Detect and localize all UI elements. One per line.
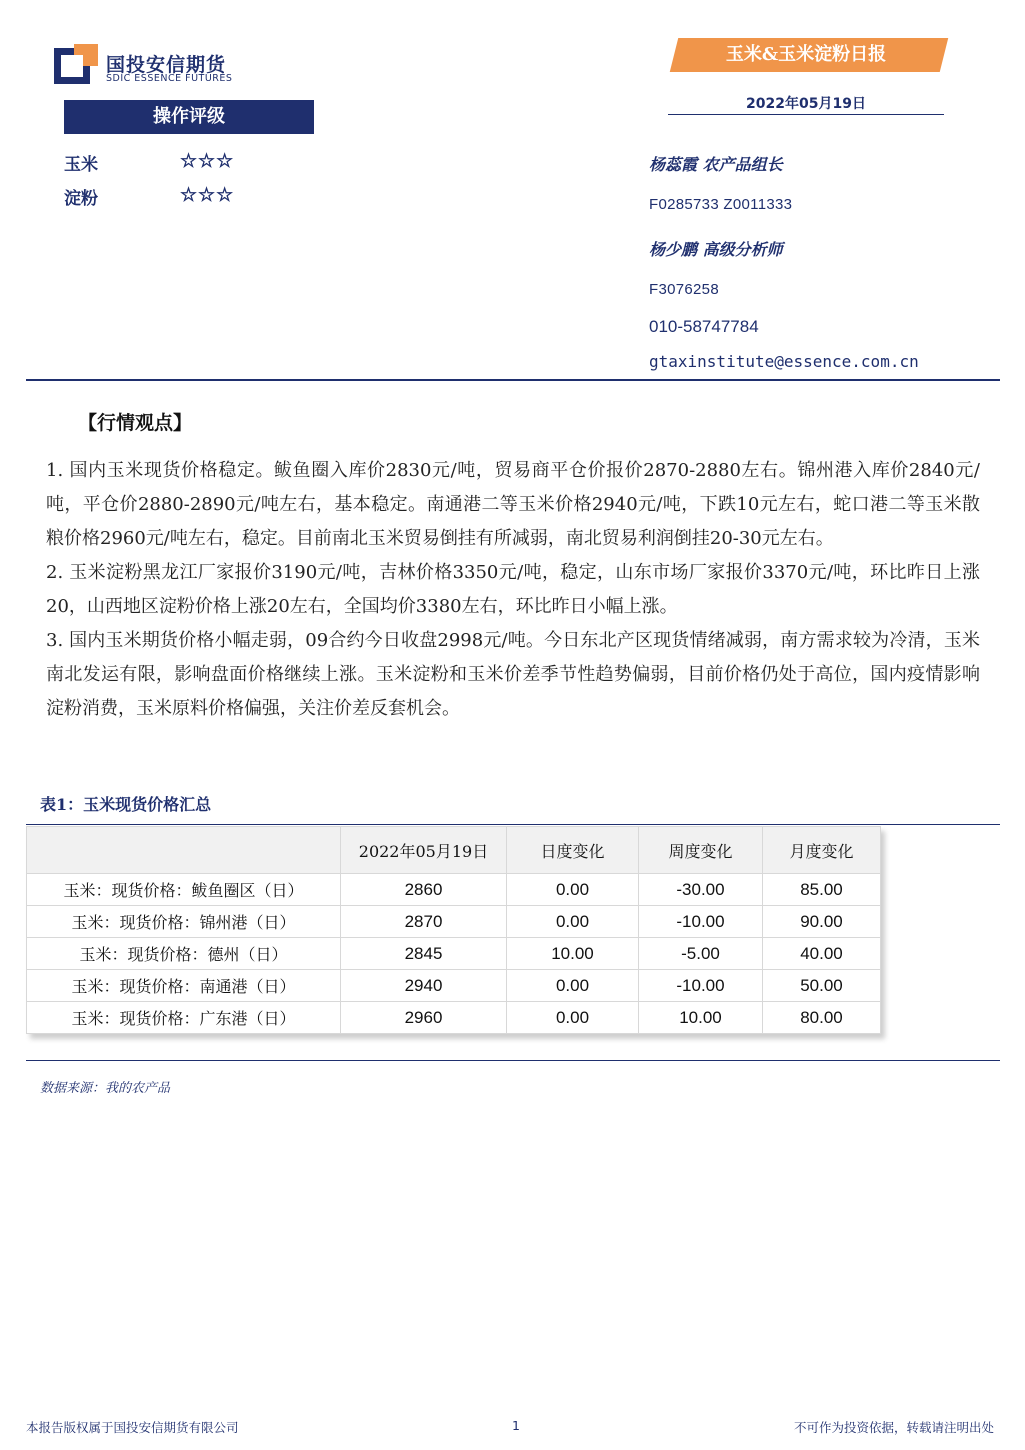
table-cell: 2960	[341, 1002, 507, 1034]
analyst-2-id: F3076258	[649, 281, 719, 298]
table-row	[27, 906, 881, 938]
table-title: 表1：玉米现货价格汇总	[40, 795, 212, 814]
table-row-label: 玉米：现货价格：鲅鱼圈区（日）	[27, 874, 341, 906]
table-row	[27, 938, 881, 970]
table-cell: 40.00	[763, 938, 881, 970]
header-divider	[26, 379, 1000, 381]
table-header-row	[27, 827, 881, 874]
table-header-cell: 日度变化	[507, 827, 639, 874]
table-row	[27, 1002, 881, 1034]
table-row	[27, 874, 881, 906]
table-bottom-divider	[26, 1060, 1000, 1061]
table-cell: 2860	[341, 874, 507, 906]
report-title: 玉米&玉米淀粉日报	[725, 44, 887, 65]
table-row-label: 玉米：现货价格：德州（日）	[27, 938, 341, 970]
data-source: 数据来源：我的农产品	[40, 1081, 171, 1096]
table-cell: -5.00	[639, 938, 763, 970]
table-header-cell	[27, 827, 341, 874]
table-cell: 10.00	[507, 938, 639, 970]
footer-copyright: 本报告版权属于国投安信期货有限公司	[26, 1420, 239, 1435]
rating-row-starch	[64, 184, 324, 214]
brand-name-en: SDIC ESSENCE FUTURES	[106, 73, 233, 84]
report-title-banner	[668, 38, 944, 72]
footer-disclaimer: 不可作为投资依据，转载请注明出处	[793, 1420, 994, 1435]
table-row	[27, 970, 881, 1002]
table-cell: -30.00	[639, 874, 763, 906]
table-cell: -10.00	[639, 906, 763, 938]
rating-label: 淀粉	[64, 189, 98, 209]
table-row-label: 玉米：现货价格：广东港（日）	[27, 1002, 341, 1034]
market-view-paragraph: 2. 玉米淀粉黑龙江厂家报价3190元/吨，吉林价格3350元/吨，稳定，山东市场厂家报价3370元/吨，环比昨日上涨20，山西地区淀粉价格上涨20左右，全国均价3380左右，环比昨日小幅上涨。	[46, 562, 980, 617]
analyst-1-name: 杨蕊霞 农产品组长	[649, 155, 783, 174]
contact-email[interactable]: gtaxinstitute@essence.com.cn	[649, 352, 919, 371]
brand-logo-icon	[54, 44, 98, 84]
rating-header: 操作评级	[64, 100, 314, 134]
rating-stars-icon: ☆☆☆	[180, 184, 235, 206]
table-cell: 80.00	[763, 1002, 881, 1034]
table-cell: 2940	[341, 970, 507, 1002]
analyst-2-name: 杨少鹏 高级分析师	[649, 240, 783, 259]
table-top-divider	[26, 824, 1000, 825]
report-date: 2022年05月19日	[746, 96, 866, 112]
spot-price-table	[26, 826, 881, 1034]
page-number: 1	[512, 1418, 520, 1433]
market-view-paragraph: 1. 国内玉米现货价格稳定。鲅鱼圈入库价2830元/吨，贸易商平仓价报价2870-2880左右。锦州港入库价2840元/吨，平仓价2880-2890元/吨左右，基本稳定。南通港二等玉米价格2940元/吨，下跌10元左右，蛇口港二等玉米散粮价格2960元/吨左右，稳定。目前南北玉米贸易倒挂有所减弱，南北贸易利润倒挂20-30元左右。	[46, 460, 980, 549]
brand-name-cn: 国投安信期货	[106, 54, 227, 76]
table-cell: 2870	[341, 906, 507, 938]
table-cell: 0.00	[507, 970, 639, 1002]
table-cell: 2845	[341, 938, 507, 970]
table-row-label: 玉米：现货价格：锦州港（日）	[27, 906, 341, 938]
rating-row-corn	[64, 150, 324, 180]
date-divider	[668, 114, 944, 115]
contact-phone: 010-58747784	[649, 317, 759, 336]
table-cell: -10.00	[639, 970, 763, 1002]
table-header-cell: 月度变化	[763, 827, 881, 874]
table-cell: 0.00	[507, 906, 639, 938]
market-view-paragraph: 3. 国内玉米期货价格小幅走弱，09合约今日收盘2998元/吨。今日东北产区现货情绪减弱，南方需求较为冷清，玉米南北发运有限，影响盘面价格继续上涨。玉米淀粉和玉米价差季节性趋势偏弱，目前价格仍处于高位，国内疫情影响淀粉消费，玉米原料价格偏强，关注价差反套机会。	[46, 630, 980, 719]
table-cell: 0.00	[507, 1002, 639, 1034]
rating-label: 玉米	[64, 155, 98, 175]
analyst-1-id: F0285733 Z0011333	[649, 196, 793, 213]
table-cell: 90.00	[763, 906, 881, 938]
table-cell: 10.00	[639, 1002, 763, 1034]
table-row-label: 玉米：现货价格：南通港（日）	[27, 970, 341, 1002]
table-cell: 85.00	[763, 874, 881, 906]
market-view-body	[46, 454, 980, 726]
market-view-title: 【行情观点】	[78, 412, 193, 434]
table-cell: 50.00	[763, 970, 881, 1002]
table-header-cell: 2022年05月19日	[341, 827, 507, 874]
table-cell: 0.00	[507, 874, 639, 906]
table-header-cell: 周度变化	[639, 827, 763, 874]
rating-stars-icon: ☆☆☆	[180, 150, 235, 172]
